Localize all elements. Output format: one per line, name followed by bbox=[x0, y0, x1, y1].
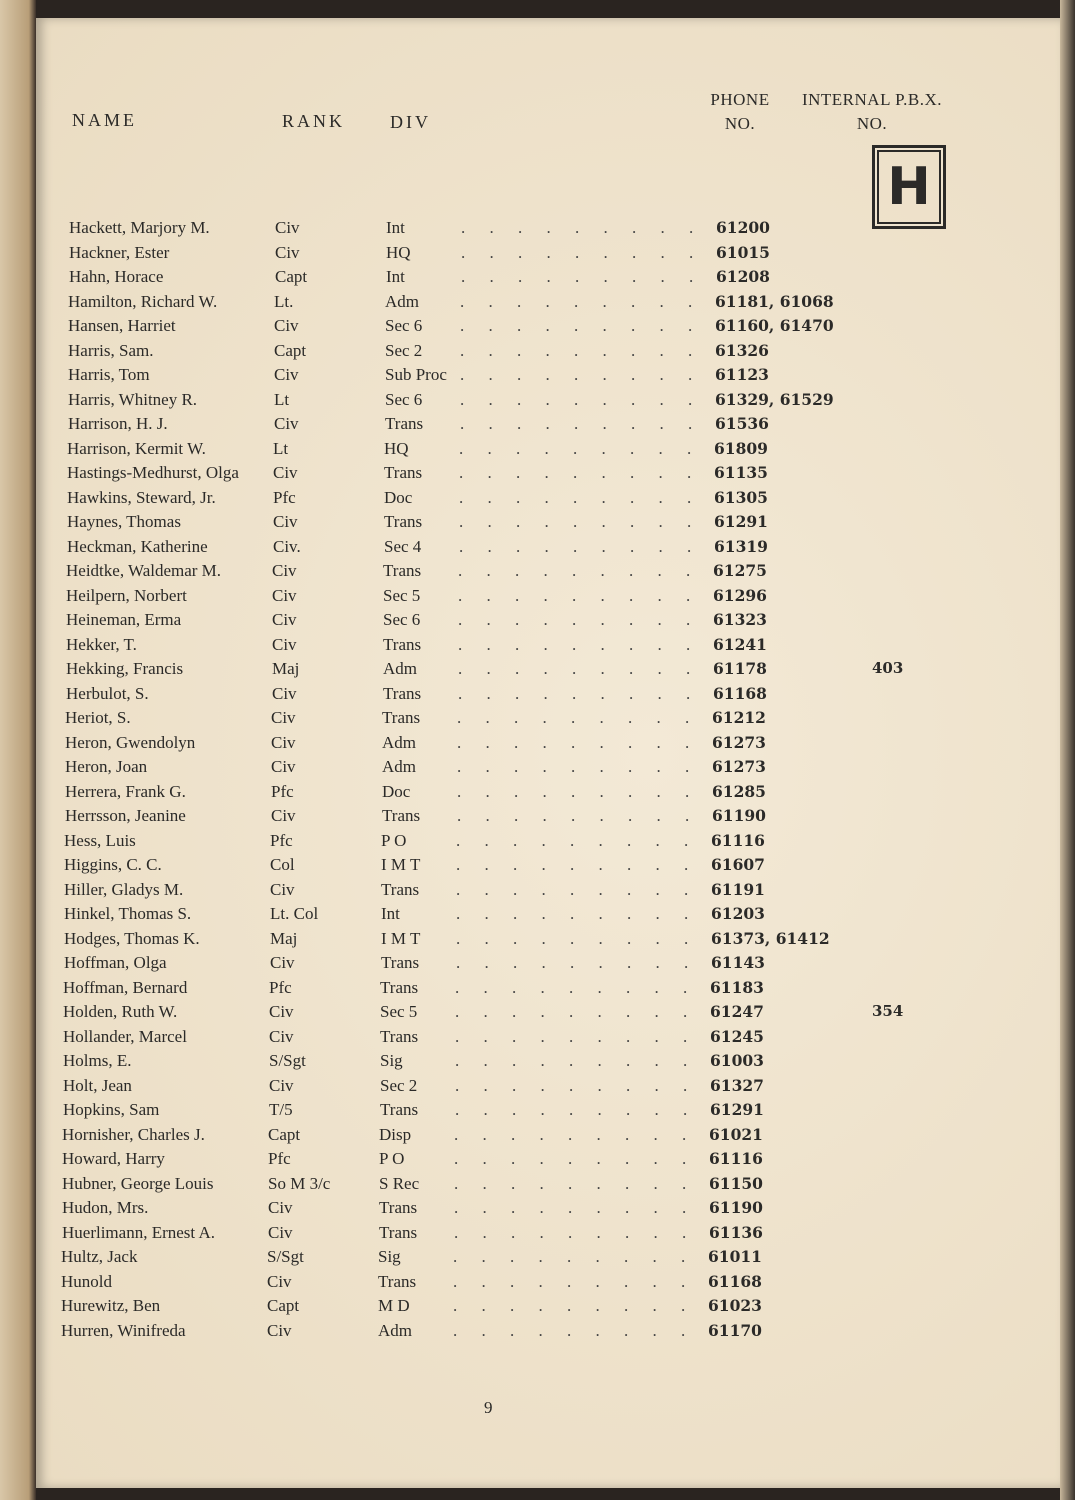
table-row bbox=[36, 561, 1060, 586]
entry-rank: So M 3/c bbox=[268, 1173, 331, 1193]
leader-dots: . . . . . . . . . bbox=[459, 438, 702, 458]
table-row bbox=[36, 512, 1060, 537]
leader-dots: . . . . . . . . . bbox=[456, 904, 699, 923]
entry-div: Sig bbox=[378, 1247, 401, 1266]
table-row bbox=[36, 733, 1060, 758]
entry-name: Hess, Luis bbox=[64, 830, 136, 850]
entry-rank: Pfc bbox=[271, 781, 294, 801]
entry-rank: Civ bbox=[275, 218, 300, 237]
table-row bbox=[36, 586, 1060, 611]
entry-rank: Col bbox=[270, 855, 295, 874]
leader-dots: . . . . . . . . . bbox=[460, 365, 703, 384]
entry-div: Sec 6 bbox=[385, 389, 423, 409]
leader-dots: . . . . . . . . . bbox=[453, 1320, 696, 1340]
entry-rank: Civ bbox=[272, 585, 297, 605]
entry-div: Trans bbox=[384, 512, 423, 531]
entry-name: Heidtke, Waldemar M. bbox=[66, 561, 222, 580]
entry-name: Holt, Jean bbox=[63, 1075, 132, 1095]
entry-name: Hackett, Marjory M. bbox=[69, 218, 210, 237]
entry-phone: 61170 bbox=[708, 1320, 762, 1340]
leader-dots: . . . . . . . . . bbox=[454, 1149, 697, 1168]
entry-name: Howard, Harry bbox=[62, 1149, 165, 1168]
entry-div: Trans bbox=[385, 414, 424, 433]
table-row bbox=[36, 243, 1060, 268]
page-number: 9 bbox=[484, 1398, 493, 1417]
table-row bbox=[36, 439, 1060, 464]
leader-dots: . . . . . . . . . bbox=[453, 1271, 696, 1291]
entry-rank: Pfc bbox=[269, 977, 292, 997]
table-row bbox=[36, 1027, 1060, 1052]
entry-div: Adm bbox=[382, 732, 416, 752]
entry-phone: 61291 bbox=[714, 512, 768, 531]
entry-name: Herbulot, S. bbox=[66, 683, 149, 703]
table-row bbox=[36, 414, 1060, 439]
entry-div: S Rec bbox=[379, 1173, 420, 1193]
leader-dots: . . . . . . . . . bbox=[455, 977, 698, 997]
leader-dots: . . . . . . . . . bbox=[455, 1051, 698, 1070]
book-spine bbox=[0, 0, 36, 1500]
entry-div: I M T bbox=[381, 928, 421, 948]
entry-name: Heckman, Katherine bbox=[67, 536, 208, 556]
table-row bbox=[36, 855, 1060, 880]
leader-dots: . . . . . . . . . bbox=[460, 414, 703, 433]
leader-dots: . . . . . . . . . bbox=[454, 1198, 697, 1217]
entry-rank: Civ bbox=[272, 561, 297, 580]
directory-page bbox=[36, 18, 1060, 1488]
entry-phone: 61305 bbox=[714, 487, 768, 507]
leader-dots: . . . . . . . . . bbox=[459, 512, 702, 531]
table-row bbox=[36, 1296, 1060, 1321]
leader-dots: . . . . . . . . . bbox=[457, 806, 700, 825]
directory-table bbox=[36, 218, 1060, 1345]
entry-div: Trans bbox=[381, 953, 420, 972]
leader-dots: . . . . . . . . . bbox=[459, 536, 702, 556]
entry-phone: 61247 bbox=[710, 1002, 764, 1021]
entry-div: Trans bbox=[383, 634, 422, 654]
entry-div: Adm bbox=[383, 659, 417, 678]
leader-dots: . . . . . . . . . bbox=[457, 757, 700, 776]
entry-name: Hubner, George Louis bbox=[62, 1173, 214, 1193]
entry-name: Herrera, Frank G. bbox=[65, 781, 186, 801]
entry-phone: 61011 bbox=[708, 1247, 762, 1266]
entry-div: Trans bbox=[382, 806, 421, 825]
table-row bbox=[36, 1247, 1060, 1272]
entry-div: Trans bbox=[380, 1026, 419, 1046]
entry-phone: 61116 bbox=[709, 1149, 763, 1168]
leader-dots: . . . . . . . . . bbox=[456, 830, 699, 850]
table-row bbox=[36, 316, 1060, 341]
header-name: NAME bbox=[72, 110, 137, 130]
entry-name: Higgins, C. C. bbox=[64, 855, 162, 874]
entry-rank: T/5 bbox=[269, 1100, 293, 1119]
leader-dots: . . . . . . . . . bbox=[456, 879, 699, 899]
table-row bbox=[36, 929, 1060, 954]
entry-div: Sec 2 bbox=[385, 340, 423, 360]
entry-div: Int bbox=[386, 218, 405, 237]
entry-name: Heriot, S. bbox=[65, 708, 131, 727]
entry-div: Sec 5 bbox=[383, 585, 421, 605]
entry-div: Trans bbox=[382, 708, 421, 727]
entry-phone: 61212 bbox=[712, 708, 766, 727]
entry-phone: 61241 bbox=[713, 634, 767, 654]
entry-name: Heron, Joan bbox=[65, 757, 148, 776]
entry-name: Hodges, Thomas K. bbox=[64, 928, 200, 948]
table-row bbox=[36, 757, 1060, 782]
table-row bbox=[36, 1272, 1060, 1297]
entry-name: Hackner, Ester bbox=[69, 242, 170, 262]
entry-div: HQ bbox=[386, 242, 411, 262]
entry-name: Hunold bbox=[61, 1271, 112, 1291]
leader-dots: . . . . . . . . . bbox=[458, 683, 701, 703]
entry-phone: 61200 bbox=[716, 218, 770, 237]
entry-name: Hinkel, Thomas S. bbox=[64, 904, 192, 923]
entry-rank: Civ bbox=[272, 610, 297, 629]
entry-div: Sec 6 bbox=[385, 316, 423, 335]
table-row bbox=[36, 635, 1060, 660]
entry-div: Trans bbox=[384, 463, 423, 482]
table-row bbox=[36, 782, 1060, 807]
table-row bbox=[36, 880, 1060, 905]
entry-phone: 61536 bbox=[715, 414, 769, 433]
entry-name: Herrsson, Jeanine bbox=[65, 806, 186, 825]
table-row bbox=[36, 659, 1060, 684]
entry-name: Holden, Ruth W. bbox=[63, 1002, 178, 1021]
entry-phone: 61809 bbox=[714, 438, 768, 458]
entry-div: Int bbox=[381, 904, 400, 923]
leader-dots: . . . . . . . . . bbox=[460, 389, 703, 409]
leader-dots: . . . . . . . . . bbox=[459, 463, 702, 482]
leader-dots: . . . . . . . . . bbox=[455, 1002, 698, 1021]
entry-rank: Maj bbox=[270, 928, 298, 948]
entry-name: Hahn, Horace bbox=[69, 267, 164, 286]
header-phone-line2: NO. bbox=[724, 114, 756, 133]
entry-div: Trans bbox=[383, 683, 422, 703]
entry-div: Trans bbox=[378, 1271, 417, 1291]
leader-dots: . . . . . . . . . bbox=[457, 732, 700, 752]
entry-name: Harrison, H. J. bbox=[68, 414, 168, 433]
entry-rank: Civ bbox=[270, 879, 295, 899]
entry-phone: 61003 bbox=[710, 1051, 764, 1070]
entry-name: Harris, Tom bbox=[68, 365, 150, 384]
entry-rank: Capt bbox=[267, 1296, 300, 1315]
entry-rank: Civ bbox=[269, 1002, 294, 1021]
table-row bbox=[36, 806, 1060, 831]
entry-phone: 61208 bbox=[716, 267, 770, 286]
table-row bbox=[36, 978, 1060, 1003]
table-row bbox=[36, 463, 1060, 488]
entry-name: Hurren, Winifreda bbox=[61, 1320, 186, 1340]
entry-rank: Civ bbox=[272, 683, 297, 703]
entry-phone: 61150 bbox=[709, 1173, 763, 1193]
table-row bbox=[36, 953, 1060, 978]
leader-dots: . . . . . . . . . bbox=[454, 1124, 697, 1144]
entry-rank: Pfc bbox=[273, 487, 296, 507]
entry-pbx: 354 bbox=[872, 1002, 904, 1020]
entry-name: Heineman, Erma bbox=[66, 610, 182, 629]
leader-dots: . . . . . . . . . bbox=[454, 1222, 697, 1242]
entry-phone: 61123 bbox=[715, 365, 769, 384]
entry-div: Disp bbox=[379, 1124, 412, 1144]
entry-phone: 61190 bbox=[709, 1198, 763, 1217]
entry-name: Hamilton, Richard W. bbox=[68, 291, 218, 311]
entry-div: Trans bbox=[380, 1100, 419, 1119]
leader-dots: . . . . . . . . . bbox=[457, 708, 700, 727]
entry-name: Hastings-Medhurst, Olga bbox=[67, 463, 239, 482]
entry-rank: Lt. Col bbox=[270, 904, 319, 923]
leader-dots: . . . . . . . . . bbox=[457, 781, 700, 801]
table-row bbox=[36, 537, 1060, 562]
entry-phone: 61021 bbox=[709, 1124, 763, 1144]
entry-phone: 61323 bbox=[713, 610, 767, 629]
entry-rank: Civ bbox=[269, 1075, 294, 1095]
entry-name: Haynes, Thomas bbox=[67, 512, 181, 531]
entry-phone: 61319 bbox=[714, 536, 768, 556]
table-row bbox=[36, 610, 1060, 635]
entry-phone: 61023 bbox=[708, 1296, 762, 1315]
table-row bbox=[36, 292, 1060, 317]
leader-dots: . . . . . . . . . bbox=[453, 1296, 696, 1315]
entry-div: Trans bbox=[381, 879, 420, 899]
entry-phone: 61273 bbox=[712, 757, 766, 776]
entry-name: Heron, Gwendolyn bbox=[65, 732, 196, 752]
table-row bbox=[36, 1100, 1060, 1125]
entry-phone: 61285 bbox=[712, 781, 766, 801]
entry-rank: Civ bbox=[273, 512, 298, 531]
entry-rank: Civ bbox=[274, 365, 299, 384]
entry-rank: Pfc bbox=[268, 1149, 291, 1168]
leader-dots: . . . . . . . . . bbox=[455, 1075, 698, 1095]
table-row bbox=[36, 1125, 1060, 1150]
table-row bbox=[36, 1076, 1060, 1101]
table-row bbox=[36, 1223, 1060, 1248]
header-pbx bbox=[792, 90, 952, 134]
entry-div: Sec 2 bbox=[380, 1075, 418, 1095]
leader-dots: . . . . . . . . . bbox=[459, 487, 702, 507]
table-row bbox=[36, 831, 1060, 856]
entry-phone: 61136 bbox=[709, 1222, 763, 1242]
entry-rank: S/Sgt bbox=[267, 1247, 304, 1266]
entry-phone: 61273 bbox=[712, 732, 766, 752]
header-pbx-line1: INTERNAL P.B.X. bbox=[801, 90, 943, 109]
entry-rank: Pfc bbox=[270, 830, 293, 850]
entry-phone: 61168 bbox=[708, 1271, 762, 1291]
table-row bbox=[36, 1321, 1060, 1346]
entry-pbx: 403 bbox=[872, 659, 904, 677]
entry-name: Hudon, Mrs. bbox=[62, 1198, 149, 1217]
entry-name: Hansen, Harriet bbox=[68, 316, 176, 335]
entry-div: Trans bbox=[380, 977, 419, 997]
entry-phone: 61178 bbox=[713, 659, 767, 678]
entry-div: Sec 4 bbox=[384, 536, 422, 556]
table-row bbox=[36, 390, 1060, 415]
entry-div: Sec 6 bbox=[383, 610, 421, 629]
entry-name: Hawkins, Steward, Jr. bbox=[67, 487, 216, 507]
leader-dots: . . . . . . . . . bbox=[456, 953, 699, 972]
entry-rank: Civ bbox=[270, 953, 295, 972]
leader-dots: . . . . . . . . . bbox=[458, 659, 701, 678]
entry-rank: Civ bbox=[272, 634, 297, 654]
entry-rank: Civ. bbox=[273, 536, 301, 556]
leader-dots: . . . . . . . . . bbox=[458, 610, 701, 629]
entry-rank: Civ bbox=[273, 463, 298, 482]
table-row bbox=[36, 1149, 1060, 1174]
entry-rank: Lt bbox=[274, 389, 290, 409]
entry-name: Hekking, Francis bbox=[66, 659, 184, 678]
page-edge bbox=[1060, 0, 1075, 1500]
entry-div: Trans bbox=[379, 1222, 418, 1242]
entry-phone: 61373, 61412 bbox=[711, 928, 830, 948]
leader-dots: . . . . . . . . . bbox=[455, 1026, 698, 1046]
entry-phone: 61183 bbox=[710, 977, 764, 997]
table-row bbox=[36, 341, 1060, 366]
entry-rank: Lt. bbox=[274, 291, 294, 311]
leader-dots: . . . . . . . . . bbox=[461, 267, 704, 286]
entry-phone: 61190 bbox=[712, 806, 766, 825]
leader-dots: . . . . . . . . . bbox=[461, 242, 704, 262]
entry-rank: Civ bbox=[274, 316, 299, 335]
entry-phone: 61160, 61470 bbox=[715, 316, 834, 335]
entry-phone: 61275 bbox=[713, 561, 767, 580]
leader-dots: . . . . . . . . . bbox=[461, 218, 704, 237]
entry-phone: 61168 bbox=[713, 683, 767, 703]
entry-rank: Civ bbox=[267, 1271, 292, 1291]
entry-rank: Lt bbox=[273, 438, 289, 458]
entry-rank: Civ bbox=[268, 1198, 293, 1217]
entry-div: Adm bbox=[385, 291, 419, 311]
entry-phone: 61015 bbox=[716, 242, 770, 262]
header-phone-line1: PHONE bbox=[710, 90, 770, 109]
entry-div: Sub Proc bbox=[385, 365, 447, 384]
entry-rank: Civ bbox=[271, 806, 296, 825]
entry-name: Heilpern, Norbert bbox=[66, 585, 187, 605]
entry-rank: Civ bbox=[269, 1026, 294, 1046]
entry-name: Harris, Sam. bbox=[68, 340, 154, 360]
header-phone bbox=[700, 90, 780, 134]
entry-phone: 61291 bbox=[710, 1100, 764, 1119]
entry-name: Hurewitz, Ben bbox=[61, 1296, 161, 1315]
leader-dots: . . . . . . . . . bbox=[460, 316, 703, 335]
leader-dots: . . . . . . . . . bbox=[453, 1247, 696, 1266]
table-row bbox=[36, 365, 1060, 390]
entry-div: M D bbox=[378, 1296, 410, 1315]
entry-rank: Civ bbox=[271, 757, 296, 776]
entry-phone: 61203 bbox=[711, 904, 765, 923]
entry-rank: Civ bbox=[271, 708, 296, 727]
leader-dots: . . . . . . . . . bbox=[454, 1173, 697, 1193]
entry-div: Sig bbox=[380, 1051, 403, 1070]
entry-name: Hopkins, Sam bbox=[63, 1100, 160, 1119]
entry-div: HQ bbox=[384, 438, 409, 458]
entry-phone: 61327 bbox=[710, 1075, 764, 1095]
entry-rank: Capt bbox=[275, 267, 308, 286]
entry-name: Holms, E. bbox=[63, 1051, 132, 1070]
leader-dots: . . . . . . . . . bbox=[458, 561, 701, 580]
entry-phone: 61329, 61529 bbox=[715, 389, 834, 409]
entry-name: Hoffman, Bernard bbox=[63, 977, 188, 997]
entry-name: Hekker, T. bbox=[66, 634, 137, 654]
entry-name: Hiller, Gladys M. bbox=[64, 879, 184, 899]
entry-name: Hultz, Jack bbox=[61, 1247, 138, 1266]
table-row bbox=[36, 1051, 1060, 1076]
table-row bbox=[36, 684, 1060, 709]
entry-div: Adm bbox=[378, 1320, 412, 1340]
entry-div: Int bbox=[386, 267, 405, 286]
entry-phone: 61143 bbox=[711, 953, 765, 972]
entry-rank: Civ bbox=[271, 732, 296, 752]
table-row bbox=[36, 708, 1060, 733]
entry-name: Harrison, Kermit W. bbox=[67, 438, 206, 458]
entry-rank: Capt bbox=[268, 1124, 301, 1144]
entry-phone: 61181, 61068 bbox=[715, 291, 834, 311]
entry-rank: Maj bbox=[272, 659, 300, 678]
entry-phone: 61326 bbox=[715, 340, 769, 360]
table-row bbox=[36, 1002, 1060, 1027]
entry-div: Sec 5 bbox=[380, 1002, 418, 1021]
table-row bbox=[36, 267, 1060, 292]
leader-dots: . . . . . . . . . bbox=[460, 340, 703, 360]
entry-name: Hoffman, Olga bbox=[64, 953, 167, 972]
leader-dots: . . . . . . . . . bbox=[460, 291, 703, 311]
entry-div: P O bbox=[381, 830, 407, 850]
entry-div: Doc bbox=[382, 781, 411, 801]
table-row bbox=[36, 904, 1060, 929]
entry-name: Huerlimann, Ernest A. bbox=[62, 1222, 215, 1242]
entry-phone: 61191 bbox=[711, 879, 765, 899]
entry-name: Hornisher, Charles J. bbox=[62, 1124, 205, 1144]
entry-rank: Capt bbox=[274, 340, 307, 360]
entry-rank: Civ bbox=[275, 242, 300, 262]
header-rank: RANK bbox=[282, 111, 346, 131]
entry-phone: 61296 bbox=[713, 585, 767, 605]
entry-phone: 61607 bbox=[711, 855, 765, 874]
leader-dots: . . . . . . . . . bbox=[456, 928, 699, 948]
table-row bbox=[36, 1174, 1060, 1199]
section-letter-box: H bbox=[872, 145, 946, 229]
entry-div: P O bbox=[379, 1149, 405, 1168]
entry-phone: 61245 bbox=[710, 1026, 764, 1046]
entry-rank: Civ bbox=[268, 1222, 293, 1242]
entry-name: Harris, Whitney R. bbox=[68, 389, 198, 409]
leader-dots: . . . . . . . . . bbox=[456, 855, 699, 874]
entry-div: Doc bbox=[384, 487, 413, 507]
table-row bbox=[36, 1198, 1060, 1223]
entry-rank: Civ bbox=[267, 1320, 292, 1340]
entry-div: Trans bbox=[379, 1198, 418, 1217]
leader-dots: . . . . . . . . . bbox=[458, 585, 701, 605]
entry-div: I M T bbox=[381, 855, 421, 874]
leader-dots: . . . . . . . . . bbox=[455, 1100, 698, 1119]
entry-rank: S/Sgt bbox=[269, 1051, 306, 1070]
header-pbx-line2: NO. bbox=[856, 114, 888, 133]
entry-div: Trans bbox=[383, 561, 422, 580]
header-div: DIV bbox=[390, 112, 431, 132]
leader-dots: . . . . . . . . . bbox=[458, 634, 701, 654]
entry-phone: 61116 bbox=[711, 830, 765, 850]
entry-name: Hollander, Marcel bbox=[63, 1026, 187, 1046]
table-row bbox=[36, 218, 1060, 243]
entry-div: Adm bbox=[382, 757, 416, 776]
table-row bbox=[36, 488, 1060, 513]
entry-rank: Civ bbox=[274, 414, 299, 433]
entry-phone: 61135 bbox=[714, 463, 768, 482]
